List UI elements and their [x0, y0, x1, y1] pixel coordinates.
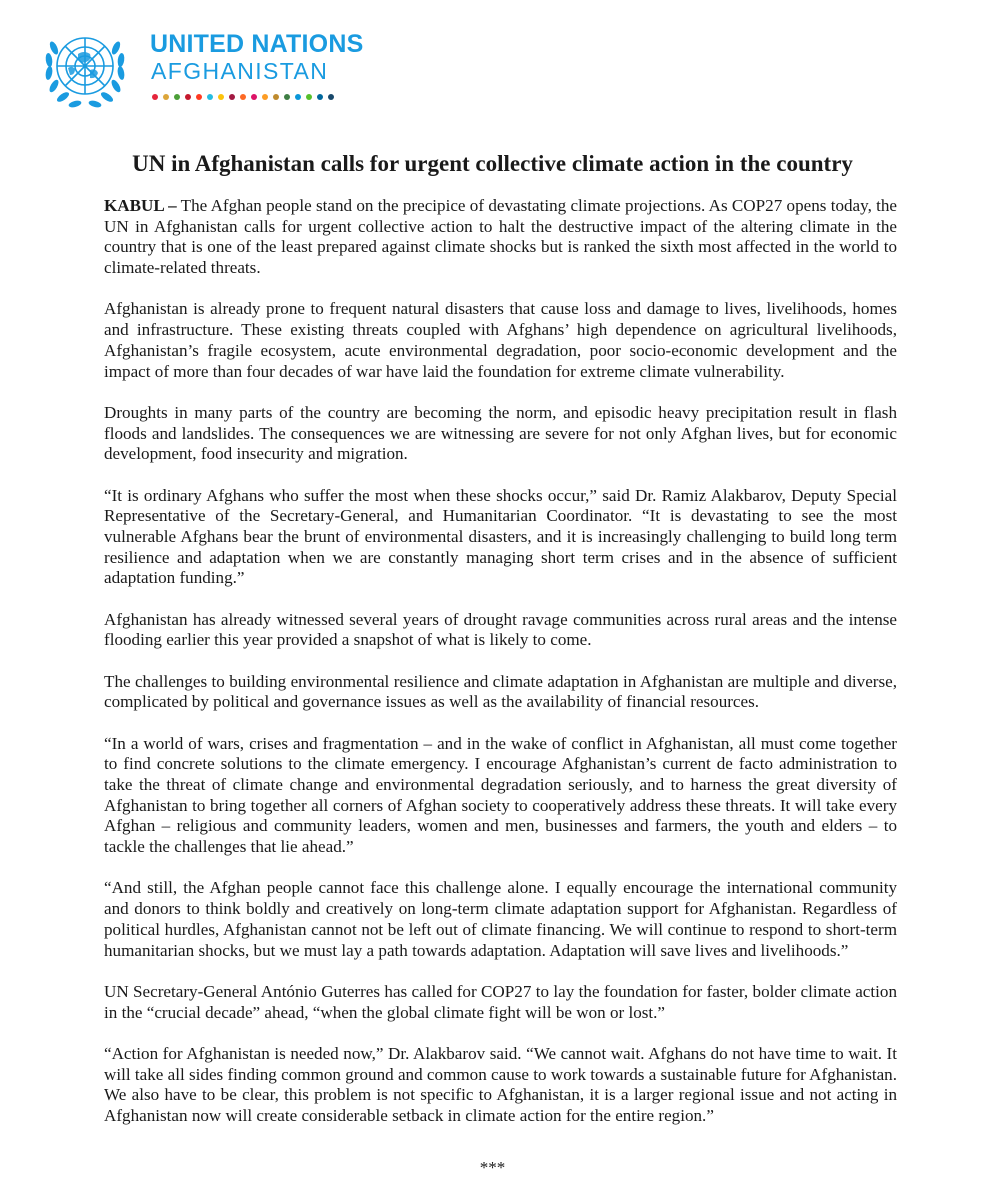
sdg-color-dots [152, 94, 334, 100]
sdg-dot [207, 94, 213, 100]
org-name: UNITED NATIONS [150, 30, 364, 58]
sdg-dot [229, 94, 235, 100]
sdg-dot [196, 94, 202, 100]
body-paragraph: UN Secretary-General António Guterres has called for COP27 to lay the foundation for faster, bolder climate action in the “crucial decade” ahead, “when the global climate fight will be won or lost.” [104, 981, 897, 1022]
sdg-dot [152, 94, 158, 100]
body-paragraph: Afghanistan has already witnessed several years of drought ravage communities across rural areas and the intense flooding earlier this year provided a snapshot of what is likely to come. [104, 609, 897, 650]
sdg-dot [273, 94, 279, 100]
sdg-dot [295, 94, 301, 100]
dateline: KABUL – [104, 196, 177, 215]
body-paragraph: “And still, the Afghan people cannot face this challenge alone. I equally encourage the international community and donors to think boldly and creatively on long-term climate adaptation support for Afghanistan. Regardless of political hurdles, Afghanistan cannot not be left out of climate financing. We will continue to respond to short-term humanitarian shocks, but we must lay a path towards adaptation. Adaptation will save lives and livelihoods.” [104, 878, 897, 960]
body-paragraph: Droughts in many parts of the country are becoming the norm, and episodic heavy precipitation result in flash floods and landslides. The consequences we are witnessing are severe for not only Afghan lives, but for economic development, food insecurity and migration. [104, 402, 897, 464]
un-emblem-icon [34, 18, 136, 118]
un-afghanistan-logo [34, 18, 364, 118]
lead-text: The Afghan people stand on the precipice of devastating climate projections. As COP27 opens today, the UN in Afghanistan calls for urgent collective action to halt the destructive impact of the altering climate in the country that is one of the least prepared against climate shocks but is ranked the sixth most affected in the world to climate-related threats. [104, 196, 898, 278]
sdg-dot [174, 94, 180, 100]
sdg-dot [328, 94, 334, 100]
body-paragraph: Afghanistan is already prone to frequent natural disasters that cause loss and damage to lives, livelihoods, homes and infrastructure. These existing threats coupled with Afghans’ high dependence on agricultural livelihoods, Afghanistan’s fragile ecosystem, acute environmental degradation, poor socio-economic development and the impact of more than four decades of war have laid the foundation for extreme climate vulnerability. [104, 299, 897, 381]
lead-paragraph [104, 196, 897, 279]
sdg-dot [317, 94, 323, 100]
sdg-dot [185, 94, 191, 100]
sdg-dot [284, 94, 290, 100]
sdg-dot [251, 94, 257, 100]
org-country: AFGHANISTAN [151, 58, 329, 84]
press-release-body [104, 196, 897, 1147]
sdg-dot [306, 94, 312, 100]
end-mark: *** [479, 1158, 506, 1177]
body-paragraph: “Action for Afghanistan is needed now,” Dr. Alakbarov said. “We cannot wait. Afghans do not have time to wait. It will take all sides finding common ground and common cause to work towards a sustainable future for Afghanistan. We also have to be clear, this problem is not specific to Afghanistan, it is a larger regional issue and not acting in Afghanistan now will create considerable setback in climate action for the entire region.” [104, 1043, 897, 1125]
sdg-dot [262, 94, 268, 100]
sdg-dot [218, 94, 224, 100]
sdg-dot [163, 94, 169, 100]
body-paragraph: The challenges to building environmental resilience and climate adaptation in Afghanistan are multiple and diverse, complicated by political and governance issues as well as the availability of financial resources. [104, 671, 897, 712]
body-paragraph: “It is ordinary Afghans who suffer the most when these shocks occur,” said Dr. Ramiz Alakbarov, Deputy Special Representative of the Secretary-General, and Humanitarian Coordinator. “It is devastating to see the most vulnerable Afghans bear the brunt of environmental disasters, and it is increasingly challenging to build long term resilience and adaptation when we are constantly managing short term crises and in the absence of sufficient adaptation funding.” [104, 485, 897, 588]
sdg-dot [240, 94, 246, 100]
press-release-title: UN in Afghanistan calls for urgent collective climate action in the country [132, 151, 853, 176]
body-paragraph: “In a world of wars, crises and fragmentation – and in the wake of conflict in Afghanistan, all must come together to find concrete solutions to the climate emergency. I encourage Afghanistan’s current de facto administration to take the threat of climate change and environmental degradation seriously, and to harness the great diversity of Afghanistan to bring together all corners of Afghan society to cooperatively address these threats. It will take every Afghan – religious and community leaders, women and men, businesses and farmers, the youth and elders – to tackle the challenges that lie ahead.” [104, 733, 897, 857]
